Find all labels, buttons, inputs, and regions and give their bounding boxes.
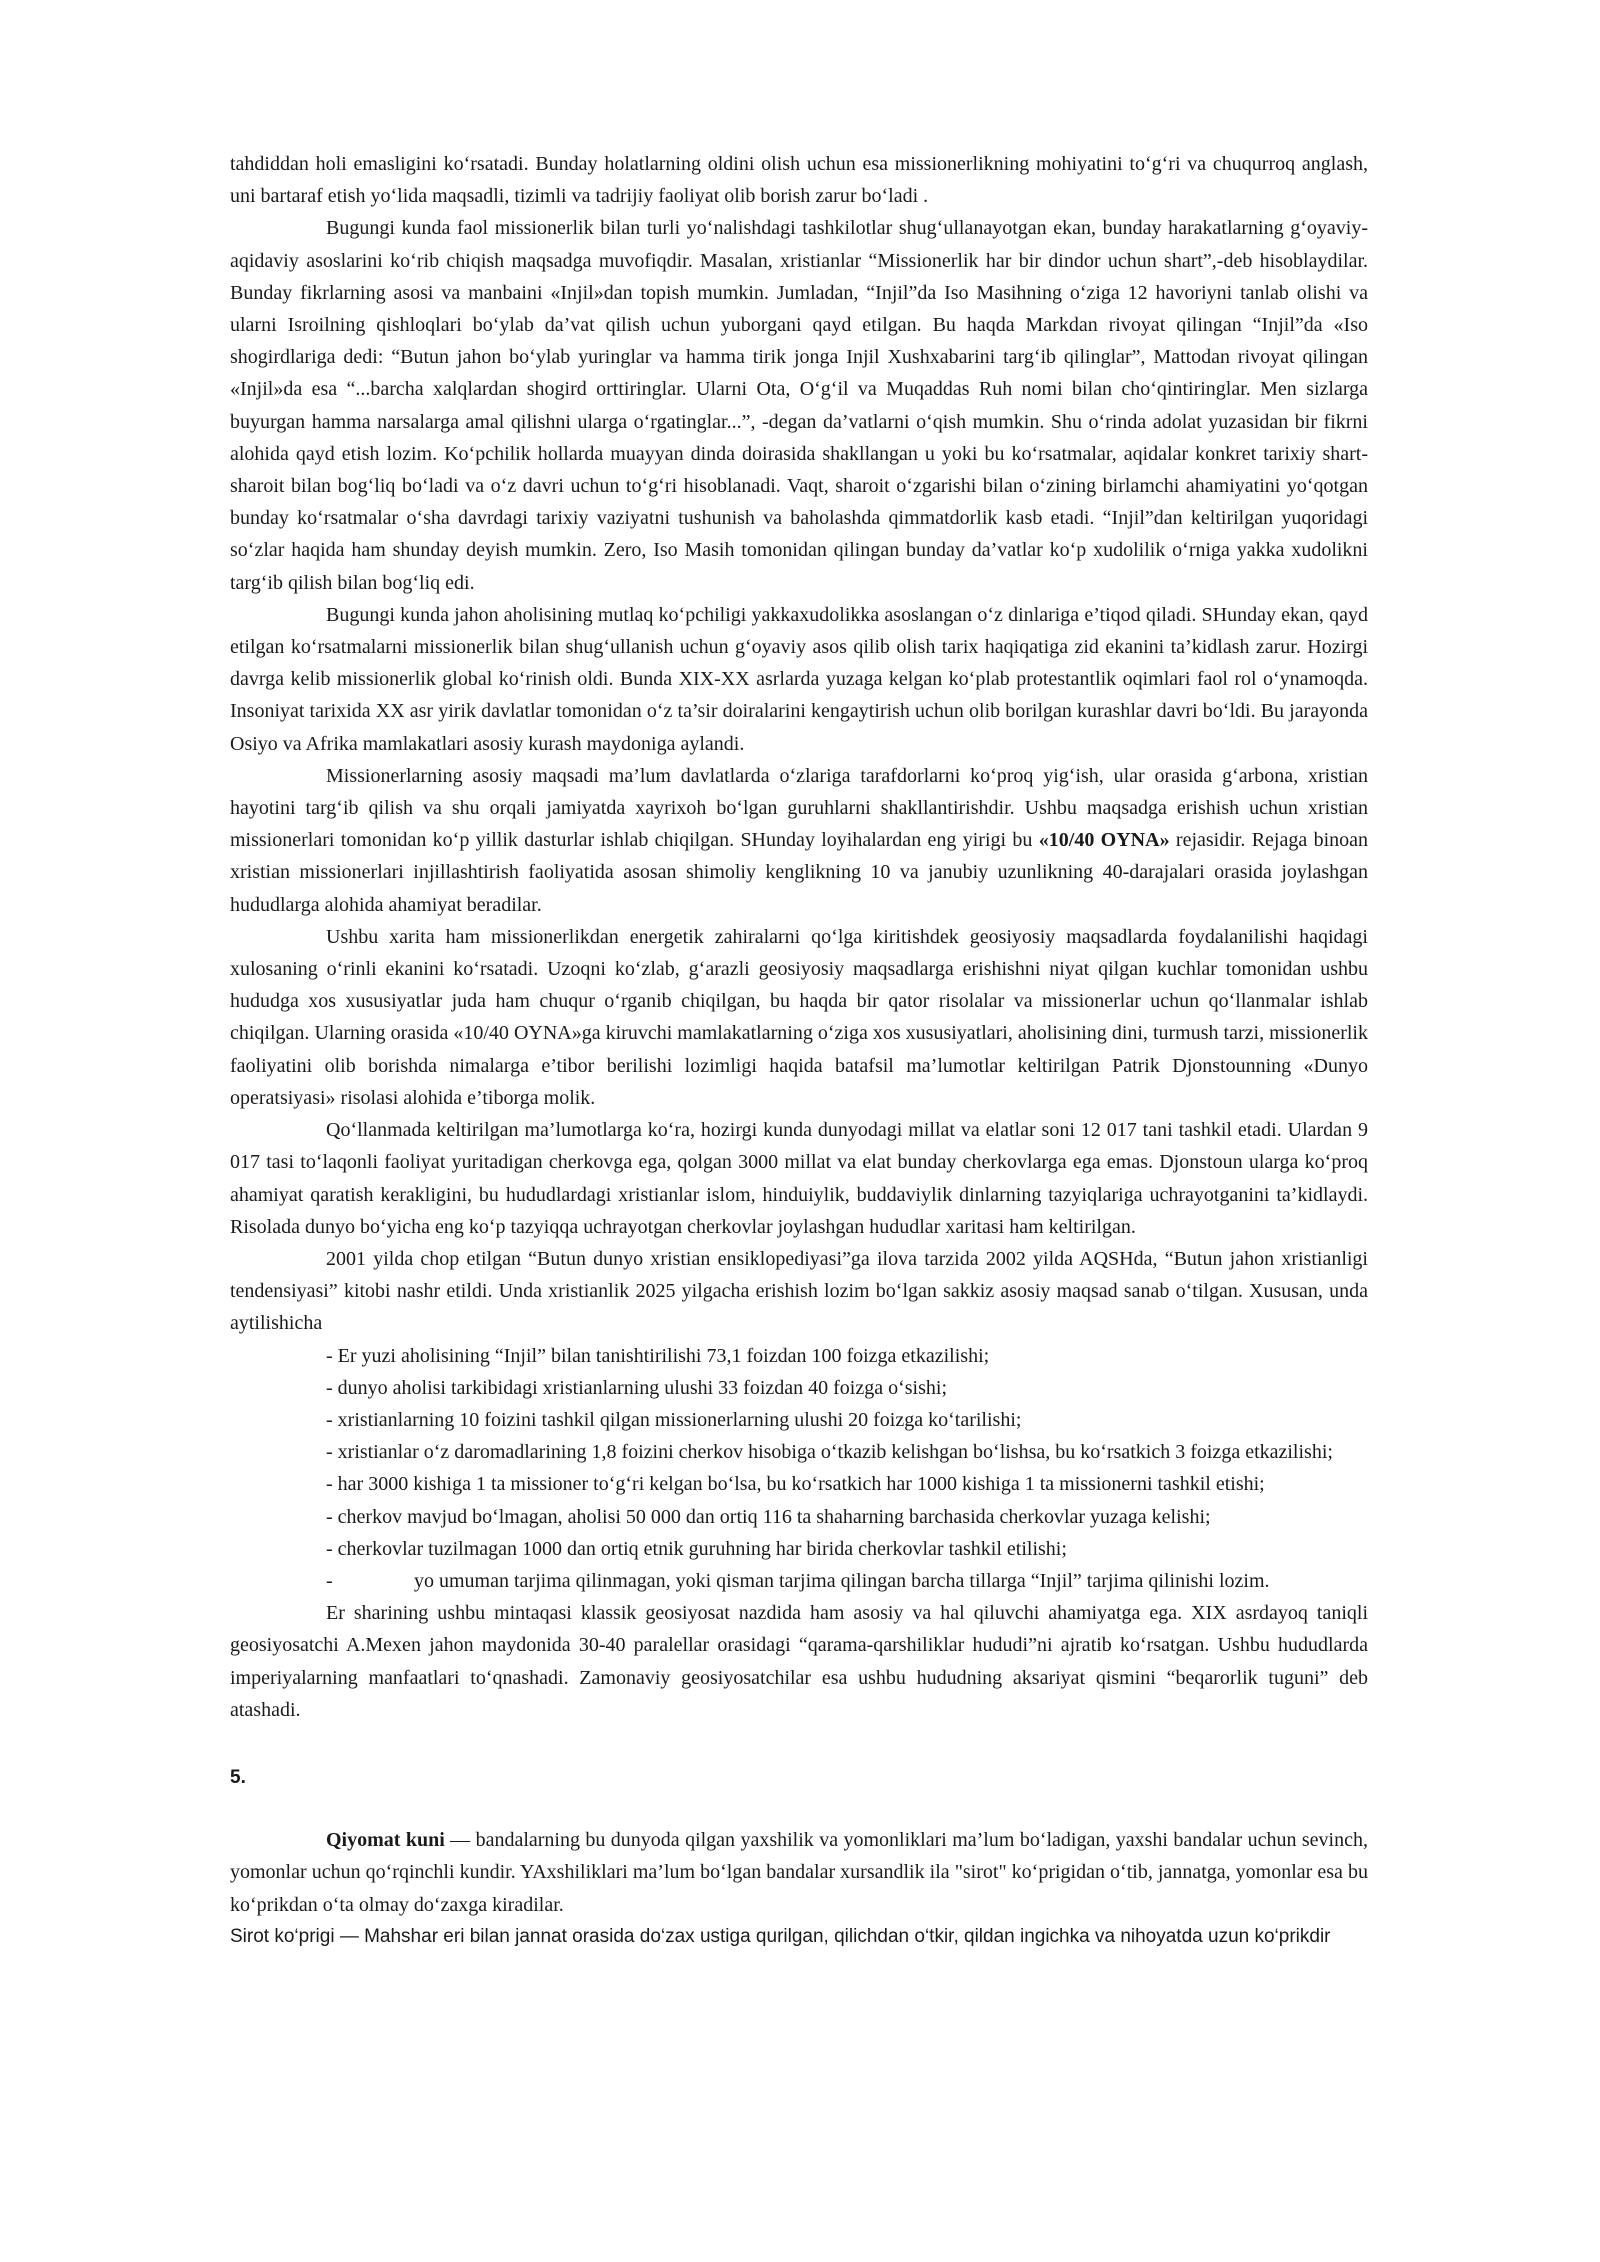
goal-item: - dunyo aholisi tarkibidagi xristianlarning ulushi 33 foizdan 40 foizga o‘sishi; bbox=[326, 1376, 948, 1399]
section-number: 5. bbox=[230, 1766, 246, 1788]
paragraph-geopolitics: Er sharining ushbu mintaqasi klassik geosiyosat nazdida ham asosiy va hal qiluvchi ahamiyatga ega. XIX asrdayoq taniqli geosiyosatchi A.Mexen jahon maydonida 30-40 paralellar orasidagi “qarama-qarshiliklar hududi”ni ajratib ko‘rsatgan. Ushbu hududlarda imperiyalarning manfaatlari to‘qnashadi. Zamonaviy geosiyosatchilar esa ushbu hududning aksariyat qismini “beqarorlik tuguni” deb atashadi. bbox=[230, 1602, 1368, 1721]
list-dash: - bbox=[326, 1569, 333, 1592]
paragraph-text: rejasidir. Rejaga binoan xristian missionerlari injillashtirish faoliyatida asosan shimoliy kenglikning 10 va janubiy uzunlikning 40-darajalari orasida joylashgan hududlarga alohida ahamiyat beradilar. bbox=[230, 829, 1368, 916]
paragraph-qiyomat bbox=[230, 1824, 1368, 1921]
goal-item: - har 3000 kishiga 1 ta missioner to‘g‘ri kelgan bo‘lsa, bu ko‘rsatkich har 1000 kishiga 1 ta missionerni tashkil etishi; bbox=[326, 1473, 1265, 1496]
paragraph-encyclopedia: 2001 yilda chop etilgan “Butun dunyo xristian ensiklopediyasi”ga ilova tarzida 2002 yilda AQSHda, “Butun jahon xristianligi tendensiyasi” kitobi nashr etildi. Unda xristianlik 2025 yilgacha erishish lozim bo‘lgan sakkiz asosiy maqsad sanab o‘tilgan. Xususan, unda aytilishicha bbox=[230, 1247, 1368, 1335]
term: Qiyomat kuni bbox=[326, 1829, 445, 1852]
goal-item: - Er yuzi aholisining “Injil” bilan tanishtirilishi 73,1 foizdan 100 foizga etkazilishi; bbox=[326, 1344, 990, 1367]
paragraph-10-40-window bbox=[230, 760, 1368, 921]
paragraph-missionary-basis: Bugungi kunda faol missionerlik bilan turli yo‘nalishdagi tashkilotlar shug‘ullanayotgan ekan, bunday harakatlarning g‘oyaviy-aqidaviy asoslarini ko‘rib chiqish maqsadga muvofiqdir. Masalan, xristianlar “Missionerlik har bir dindor uchun shart”,-deb hisoblaydilar. Bunday fikrlarning asosi va manbaini «Injil»dan topish mumkin. Jumladan, “Injil”da Iso Masihning o‘ziga 12 havoriyni tanlab olishi va ularni Isroilning qishloqlari bo‘ylab da’vat qilish uchun yuborgani qayd etilgan. Bu haqda Markdan rivoyat qilingan “Injil”da «Iso shogirdlariga dedi: “Butun jahon bo‘ylab yuringlar va hamma tirik jonga Injil Xushxabarini targ‘ib qilinglar”, Mattodan rivoyat qilingan «Injil»da esa “...barcha xalqlardan shogird orttiringlar. Ularni Ota, O‘g‘il va Muqaddas Ruh nomi bilan cho‘qintiringlar. Men sizlarga buyurgan hamma narsalarga amal qilishni ularga o‘rgatinglar...”, -degan da’vatlarni o‘qish mumkin. Shu o‘rinda adolat yuzasidan bir fikrni alohida qayd etish lozim. Ko‘pchilik hollarda muayyan dinda doirasida shakllangan u yoki bu ko‘rsatmalar, aqidalar konkret tarixiy shart-sharoit bilan bog‘liq bo‘ladi va o‘z davri uchun to‘g‘ri hisoblanadi. Vaqt, sharoit o‘zgarishi bilan o‘zining birlamchi ahamiyatini yo‘qotgan bunday ko‘rsatmalar o‘sha davrdagi tarixiy vaziyatni tushunish va baholashda qimmatdorlik kasb etadi. “Injil”dan keltirilgan yuqoridagi so‘zlar haqida ham shunday deyish mumkin. Zero, Iso Masih tomonidan qilingan bunday da’vatlar ko‘p xudolilik o‘rniga yakka xudolikni targ‘ib qilish bilan bog‘liq edi. bbox=[230, 217, 1368, 594]
paragraph-intro: tahdiddan holi emasligini ko‘rsatadi. Bunday holatlarning oldini olish uchun esa missionerlikning mohiyatini to‘g‘ri va chuqurroq anglash, uni bartaraf etish yo‘lida maqsadli, tizimli va tadrijiy faoliyat olib borish zarur bo‘ladi . bbox=[230, 153, 1368, 208]
definition: — bandalarning bu dunyoda qilgan yaxshilik va yomonliklari ma’lum bo‘ladigan, yaxshi bandalar uchun sevinch, yomonlar uchun qo‘rqinchli kundir. YAxshiliklari ma’lum bo‘lgan bandalar xursandlik ila "sirot" ko‘prigidan o‘tib, jannatga, yomonlar esa bu ko‘prikdan o‘ta olmay do‘zaxga kiradilar. bbox=[230, 1829, 1368, 1916]
goal-item: - xristianlarning 10 foizini tashkil qilgan missionerlarning ulushi 20 foizga ko‘tarilishi; bbox=[326, 1408, 1022, 1431]
paragraph-text: Missionerlarning asosiy maqsadi ma’lum davlatlarda o‘zlariga tarafdorlarni ko‘proq yig‘ish, ular orasida g‘arbona, xristian hayotini targ‘ib qilish va shu orqali jamiyatda xayrixoh bo‘lgan guruhlarni shakllantirishdir. Ushbu maqsadga erishish uchun xristian missionerlari tomonidan ko‘p yillik dasturlar ishlab chiqilgan. SHunday loyihalardan eng yirigi bu bbox=[230, 764, 1368, 852]
goal-item: - cherkov mavjud bo‘lmagan, aholisi 50 000 dan ortiq 116 ta shaharning barchasida cherkovlar yuzaga kelishi; bbox=[326, 1505, 1211, 1528]
paragraph-manual: Qo‘llanmada keltirilgan ma’lumotlarga ko‘ra, hozirgi kunda dunyodagi millat va elatlar soni 12 017 tani tashkil etadi. Ulardan 9 017 tasi to‘laqonli faoliyat yuritadigan cherkovga ega, qolgan 3000 millat va elat bunday cherkovlarga ega emas. Djonstoun ularga ko‘proq ahamiyat qaratish kerakligini, bu hududlardagi xristianlar islom, hinduiylik, buddaviylik dinlarning tazyiqlariga uchrayotganini ta’kidlaydi. Risolada dunyo bo‘yicha eng ko‘p tazyiqqa uchrayotgan cherkovlar joylashgan hududlar xaritasi ham keltirilgan. bbox=[230, 1119, 1368, 1238]
paragraph-monotheism: Bugungi kunda jahon aholisining mutlaq ko‘pchiligi yakkaxudolikka asoslangan o‘z dinlariga e’tiqod qiladi. SHunday ekan, qayd etilgan ko‘rsatmalarni missionerlik bilan shug‘ullanish uchun g‘oyaviy asos qilib olish tarix haqiqatiga zid ekanini ta’kidlash zarur. Hozirgi davrga kelib missionerlik global ko‘rinish oldi. Bunda XIX-XX asrlarda yuzaga kelgan ko‘plab protestantlik oqimlari faol rol o‘ynamoqda. Insoniyat tarixida XX asr yirik davlatlar tomonidan o‘z ta’sir doiralarini kengaytirish uchun olib borilgan kurashlar davri bo‘ldi. Bu jarayonda Osiyo va Afrika mamlakatlari asosiy kurash maydoniga aylandi. bbox=[230, 603, 1368, 755]
document-page bbox=[230, 148, 1368, 1953]
paragraph-sirot-note: Sirot ko‘prigi — Mahshar eri bilan jannat orasida do‘zax ustiga qurilgan, qilichdan o‘tkir, qildan ingichka va nihoyatda uzun ko‘prikdir bbox=[230, 1925, 1331, 1947]
paragraph-map: Ushbu xarita ham missionerlikdan energetik zahiralarni qo‘lga kiritishdek geosiyosiy maqsadlarda foydalanilishi haqidagi xulosaning o‘rinli ekanini ko‘rsatadi. Uzoqni ko‘zlab, g‘arazli geosiyosiy maqsadlarga erishishni niyat qilgan kuchlar tomonidan ushbu hududga xos xususiyatlar juda ham chuqur o‘rganib chiqilgan, bu haqda bir qator risolalar va missionerlar uchun qo‘llanmalar ishlab chiqilgan. Ularning orasida «10/40 OYNA»ga kiruvchi mamlakatlarning o‘ziga xos xususiyatlari, aholisining dini, turmush tarzi, missionerlik faoliyatini olib borishda nimalarga e’tibor berilishi lozimligi haqida batafsil ma’lumotlar keltirilgan Patrik Djonstounning «Dunyo operatsiyasi» risolasi alohida e’tiborga molik. bbox=[230, 925, 1368, 1109]
goal-item: - xristianlar o‘z daromadlarining 1,8 foizini cherkov hisobiga o‘tkazib kelishgan bo‘lishsa, bu ko‘rsatkich 3 foizga etkazilishi; bbox=[326, 1441, 1333, 1464]
goal-text: yo umuman tarjima qilinmagan, yoki qisman tarjima qilingan barcha tillarga “Injil” tarjima qilinishi lozim. bbox=[414, 1569, 1270, 1592]
goal-item: - cherkovlar tuzilmagan 1000 dan ortiq etnik guruhning har birida cherkovlar tashkil etilishi; bbox=[326, 1537, 1067, 1560]
plan-name: «10/40 OYNA» bbox=[1038, 829, 1170, 852]
goal-item bbox=[230, 1565, 1368, 1597]
